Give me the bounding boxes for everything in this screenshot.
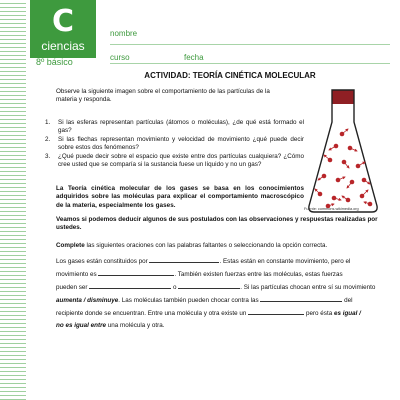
question-text: Si las flechas representan movimiento y velocidad de movimiento ¿qué puede decir sobre estos dos fenómenos?	[58, 136, 304, 152]
course-label: curso	[110, 53, 130, 62]
gas-particles	[315, 129, 372, 208]
complete-instruction-rest: las siguientes oraciones con las palabras faltantes o seleccionando la opción correcta.	[84, 242, 328, 249]
fill-text: una molécula y otra.	[106, 322, 165, 329]
question-number: 3.	[45, 153, 51, 160]
question-3	[45, 153, 304, 170]
fill-option-choice[interactable]: aumenta / disminuye	[56, 297, 119, 304]
fill-line-2	[56, 270, 382, 279]
question-text: ¿Qué puede decir sobre el espacio que existe entre dos partículas cualquiera? ¿Cómo cree usted que se comparía si la sustancia fuese un líquido y no un gas?	[58, 153, 304, 169]
particle-sphere	[368, 202, 373, 207]
fill-blank[interactable]	[260, 296, 342, 302]
fill-line-3	[56, 283, 382, 292]
particle-sphere	[334, 144, 339, 149]
logo-subject: ciencias	[41, 39, 85, 53]
fill-line-6	[56, 322, 382, 330]
fill-option-choice[interactable]: es igual /	[333, 310, 361, 317]
fill-line-1	[56, 257, 382, 266]
question-text: Si las esferas representan partículas (átomos o moléculas), ¿de qué está formado el gas?	[58, 119, 304, 135]
particle-sphere	[346, 198, 351, 203]
fill-blank[interactable]	[98, 270, 174, 276]
name-label: nombre	[110, 29, 138, 38]
fill-text: . Las moléculas también pueden chocar contra las	[118, 297, 259, 304]
particle-sphere	[318, 192, 323, 197]
fill-text: . Estas están en constante movimiento, pero el	[219, 258, 351, 265]
particle-sphere	[362, 178, 367, 183]
fill-blank[interactable]	[178, 283, 240, 289]
fill-text: o	[173, 284, 177, 291]
question-2	[45, 136, 304, 153]
particle-sphere	[348, 146, 353, 151]
particle-sphere	[332, 196, 337, 201]
name-line[interactable]	[110, 44, 390, 45]
question-number: 2.	[45, 136, 51, 143]
course-date-line[interactable]	[110, 63, 390, 64]
date-label: fecha	[184, 53, 204, 62]
fill-text: pueden ser	[56, 284, 88, 291]
fill-line-5	[56, 309, 382, 318]
question-number: 1.	[45, 119, 51, 126]
intro-text: Observe la siguiente imagen sobre el comportamiento de las partículas de la materia y responda.	[56, 88, 270, 104]
fill-text: del	[344, 297, 353, 304]
fill-text: movimiento es	[56, 271, 97, 278]
decorative-lined-strip	[0, 0, 26, 400]
fill-text: Los gases están constituidos por	[56, 258, 148, 265]
fill-text: . También existen fuerzas entre las moléculas, estas fuerzas	[174, 271, 343, 278]
theory-paragraph: La Teoría cinética molecular de los gases se basa en los conocimientos adquiridos sobre las moléculas para explicar el comportamiento macroscópico de la materia, especialmente los gases.	[56, 185, 304, 209]
figure-credit: Fuente: commons.wikimedia.org	[304, 207, 359, 211]
particle-sphere	[356, 164, 361, 169]
gas-particles-flask-illustration	[306, 88, 380, 216]
fill-blank[interactable]	[89, 283, 171, 289]
fill-text: pero ésta	[305, 310, 333, 317]
particle-sphere	[340, 132, 345, 137]
particle-sphere	[342, 160, 347, 165]
particle-sphere	[328, 158, 333, 163]
fill-line-4	[56, 296, 382, 305]
fill-blank[interactable]	[248, 309, 304, 315]
complete-instruction	[56, 242, 382, 250]
question-1	[45, 119, 304, 136]
fill-text: recipiente donde se encuentran. Entre una molécula y otra existe un	[56, 310, 247, 317]
activity-title: ACTIVIDAD: TEORÍA CINÉTICA MOLECULAR	[144, 71, 316, 80]
fill-blank[interactable]	[149, 257, 219, 263]
logo-letter: C	[51, 4, 75, 39]
grade-label: 8º básico	[36, 57, 73, 67]
complete-instruction-bold: Complete	[56, 242, 85, 249]
particle-sphere	[336, 178, 341, 183]
particle-sphere	[360, 194, 365, 199]
ciencias-logo	[30, 0, 96, 58]
fill-text: . Si las partículas chocan entre sí su movimiento	[240, 284, 376, 291]
deduce-paragraph: Veamos si podemos deducir algunos de sus postulados con las observaciones y respuestas realizadas por ustedes.	[56, 216, 378, 232]
fill-option-choice[interactable]: no es igual entre	[56, 322, 107, 329]
particle-sphere	[322, 174, 327, 179]
particle-sphere	[350, 180, 355, 185]
flask-liquid	[332, 90, 354, 104]
